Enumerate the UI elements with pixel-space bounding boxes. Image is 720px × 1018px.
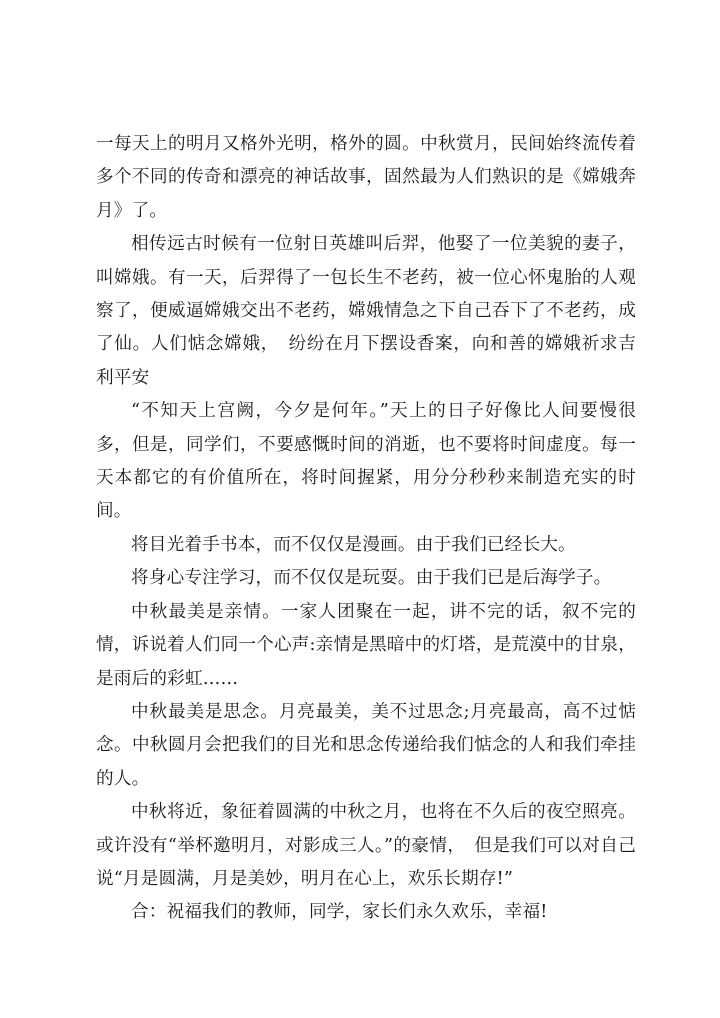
paragraph-full-moon: 中秋将近，象征着圆满的中秋之月，也将在不久后的夜空照亮。或许没有“举杯邀明月，对影成三人。”的豪情， 但是我们可以对自己说“月是圆满，月是美妙，明月在心上，欢乐长期存!” — [96, 802, 636, 889]
paragraph-time-value: “不知天上宫阙，今夕是何年。”天上的日子好像比人间要慢很多，但是，同学们，不要感慨时间的消逝，也不要将时间虚度。每一天本都它的有价值所在，将时间握紧，用分分秒秒来制造充实的时间。 — [96, 401, 636, 522]
paragraph-family-love: 中秋最美是亲情。一家人团聚在一起，讲不完的话，叙不完的情，诉说着人们同一个心声:亲情是黑暗中的灯塔，是荒漠中的甘泉，是雨后的彩虹…… — [96, 601, 636, 689]
paragraph-intro-moon: 一每天上的明月又格外光明，格外的圆。中秋赏月，民间始终流传着多个不同的传奇和漂亮的神话故事，固然最为人们熟识的是《嫦娥奔月》了。 — [96, 134, 636, 221]
paragraph-chang-e-legend: 相传远古时候有一位射日英雄叫后羿，他娶了一位美貌的妻子，叫嫦娥。有一天，后羿得了一包长生不老药，被一位心怀鬼胎的人观察了，便威逼嫦娥交出不老药，嫦娥情急之下自己吞下了不老药，成了仙。人们惦念嫦娥， 纷纷在月下摆设香案，向和善的嫦娥祈求吉利平安 — [96, 234, 636, 388]
paragraph-study: 将身心专注学习，而不仅仅是玩耍。由于我们已是后海学子。 — [131, 568, 612, 589]
paragraph-longing: 中秋最美是思念。月亮最美，美不过思念;月亮最高，高不过惦念。中秋圆月会把我们的目光和思念传递给我们惦念的人和我们牵挂的人。 — [96, 701, 636, 789]
document-page — [96, 128, 636, 930]
paragraph-blessing: 合：祝福我们的教师，同学，家长们永久欢乐，幸福! — [131, 902, 548, 923]
paragraph-books: 将目光着手书本，而不仅仅是漫画。由于我们已经长大。 — [131, 534, 576, 555]
